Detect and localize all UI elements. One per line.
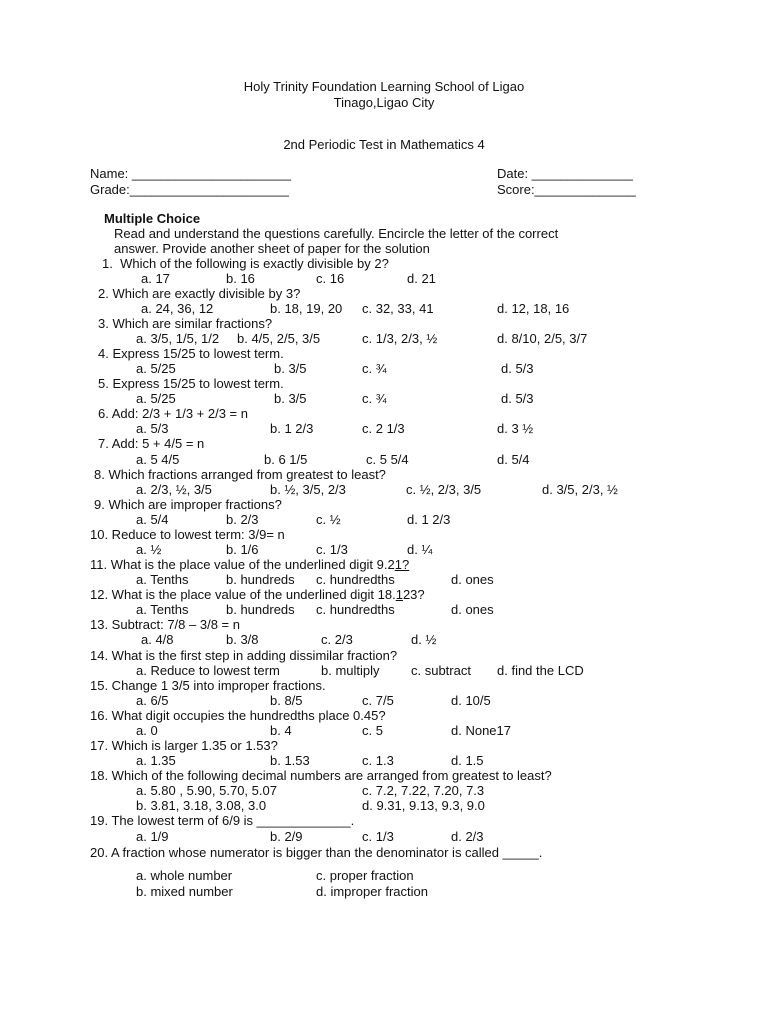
option: b. 3/5: [274, 391, 307, 406]
option: c. 5 5/4: [366, 452, 409, 467]
option: b. 18, 19, 20: [270, 301, 343, 316]
question-7: 7. Add: 5 + 4/5 = n: [98, 436, 205, 451]
option: a. 24, 36, 12: [141, 301, 214, 316]
question-9: 9. Which are improper fractions?: [94, 497, 282, 512]
option: c. 1/3, 2/3, ½: [362, 331, 438, 346]
option: b. 16: [226, 271, 255, 286]
option: d. 12, 18, 16: [497, 301, 570, 316]
option: b. hundreds: [226, 602, 295, 617]
option: a. 3/5, 1/5, 1/2: [136, 331, 220, 346]
option: d. improper fraction: [316, 884, 428, 899]
option: c. 1/3: [316, 542, 348, 557]
option: d. ½: [411, 632, 437, 647]
question-text: ?: [401, 557, 410, 572]
school-name: Holy Trinity Foundation Learning School of Ligao: [243, 79, 525, 94]
option: a. 5/25: [136, 361, 176, 376]
option: a. 5/3: [136, 421, 169, 436]
option: a. whole number: [136, 868, 233, 883]
school-address: Tinago,Ligao City: [333, 95, 435, 110]
option: b. 1 2/3: [270, 421, 314, 436]
date-field: Date: ______________: [497, 166, 633, 181]
option: a. 2/3, ½, 3/5: [136, 482, 212, 497]
option: a. 5 4/5: [136, 452, 180, 467]
option: a. 5.80 , 5.90, 5.70, 5.07: [136, 783, 277, 798]
question-14: 14. What is the first step in adding dissimilar fraction?: [90, 648, 398, 663]
option: b. mixed number: [136, 884, 233, 899]
question-1: 1. Which of the following is exactly divisible by 2?: [102, 256, 389, 271]
option: a. Reduce to lowest term: [136, 663, 280, 678]
option: c. 2 1/3: [362, 421, 405, 436]
option: a. 5/4: [136, 512, 169, 527]
option: b. ½, 3/5, 2/3: [270, 482, 346, 497]
option: c. subtract: [411, 663, 471, 678]
question-5: 5. Express 15/25 to lowest term.: [98, 376, 284, 391]
question-4: 4. Express 15/25 to lowest term.: [98, 346, 284, 361]
question-13: 13. Subtract: 7/8 – 3/8 = n: [90, 617, 240, 632]
option: b. 2/3: [226, 512, 259, 527]
name-field: Name: ______________________: [90, 166, 291, 181]
option: b. hundreds: [226, 572, 295, 587]
option: d. 3 ½: [497, 421, 534, 436]
section-title: Multiple Choice: [104, 211, 201, 226]
option: a. 4/8: [141, 632, 174, 647]
option: c. 2/3: [321, 632, 353, 647]
option: d. None17: [451, 723, 511, 738]
option: b. 3/8: [226, 632, 259, 647]
test-title: 2nd Periodic Test in Mathematics 4: [283, 137, 485, 152]
option: c. ¾: [362, 391, 387, 406]
option: a. 1.35: [136, 753, 176, 768]
option: c. 5: [362, 723, 383, 738]
option: b. 1/6: [226, 542, 259, 557]
option: c. ½, 2/3, 3/5: [406, 482, 482, 497]
question-8: 8. Which fractions arranged from greatest to least?: [94, 467, 386, 482]
option: b. 2/9: [270, 829, 303, 844]
option: b. multiply: [321, 663, 380, 678]
question-20: 20. A fraction whose numerator is bigger than the denominator is called _____.: [90, 845, 543, 860]
option: d. 5/4: [497, 452, 530, 467]
option: d. 8/10, 2/5, 3/7: [497, 331, 588, 346]
option: c. 7/5: [362, 693, 394, 708]
instructions-line-2: answer. Provide another sheet of paper for the solution: [114, 241, 430, 256]
option: c. 7.2, 7.22, 7.20, 7.3: [362, 783, 485, 798]
option: a. Tenths: [136, 602, 189, 617]
option: b. 4: [270, 723, 292, 738]
option: b. 3.81, 3.18, 3.08, 3.0: [136, 798, 267, 813]
question-18: 18. Which of the following decimal numbers are arranged from greatest to least?: [90, 768, 552, 783]
option: c. 1/3: [362, 829, 394, 844]
option: d. 10/5: [451, 693, 491, 708]
option: a. 5/25: [136, 391, 176, 406]
question-3: 3. Which are similar fractions?: [98, 316, 273, 331]
option: a. Tenths: [136, 572, 189, 587]
option: d. ones: [451, 602, 494, 617]
question-12: [90, 587, 425, 602]
option: c. 16: [316, 271, 345, 286]
question-2: 2. Which are exactly divisible by 3?: [98, 286, 301, 301]
question-15: 15. Change 1 3/5 into improper fractions.: [90, 678, 326, 693]
option: c. hundredths: [316, 602, 395, 617]
option: d. 5/3: [501, 391, 534, 406]
option: c. ½: [316, 512, 341, 527]
question-17: 17. Which is larger 1.35 or 1.53?: [90, 738, 278, 753]
underlined-digit: 1: [394, 557, 402, 572]
question-text: 23?: [402, 587, 425, 602]
option: d. ones: [451, 572, 494, 587]
option: c. proper fraction: [316, 868, 414, 883]
option: a. 6/5: [136, 693, 169, 708]
option: b. 4/5, 2/5, 3/5: [237, 331, 321, 346]
question-6: 6. Add: 2/3 + 1/3 + 2/3 = n: [98, 406, 248, 421]
option: a. ½: [136, 542, 162, 557]
question-text: 12. What is the place value of the underlined digit 18.: [90, 587, 396, 602]
option: d. 2/3: [451, 829, 484, 844]
option: b. 1.53: [270, 753, 310, 768]
option: d. 21: [407, 271, 436, 286]
option: c. 1.3: [362, 753, 394, 768]
option: c. hundredths: [316, 572, 395, 587]
option: d. ¼: [407, 542, 433, 557]
option: a. 17: [141, 271, 170, 286]
option: d. 1 2/3: [407, 512, 451, 527]
option: d. 3/5, 2/3, ½: [542, 482, 618, 497]
question-16: 16. What digit occupies the hundredths place 0.45?: [90, 708, 386, 723]
option: b. 3/5: [274, 361, 307, 376]
option: c. 32, 33, 41: [362, 301, 434, 316]
score-field: Score:______________: [497, 182, 636, 197]
option: d. 9.31, 9.13, 9.3, 9.0: [362, 798, 485, 813]
question-19: 19. The lowest term of 6/9 is _____________.: [90, 813, 355, 828]
question-11: [90, 557, 409, 572]
underlined-digit: 1: [395, 587, 403, 602]
instructions-line-1: Read and understand the questions carefully. Encircle the letter of the correct: [114, 226, 559, 241]
question-text: 11. What is the place value of the underlined digit 9.2: [90, 557, 395, 572]
option: a. 0: [136, 723, 158, 738]
grade-field: Grade:______________________: [90, 182, 289, 197]
option: d. 1.5: [451, 753, 484, 768]
question-10: 10. Reduce to lowest term: 3/9= n: [90, 527, 285, 542]
option: c. ¾: [362, 361, 387, 376]
option: d. find the LCD: [497, 663, 584, 678]
option: a. 1/9: [136, 829, 169, 844]
option: b. 6 1/5: [264, 452, 308, 467]
option: d. 5/3: [501, 361, 534, 376]
option: b. 8/5: [270, 693, 303, 708]
